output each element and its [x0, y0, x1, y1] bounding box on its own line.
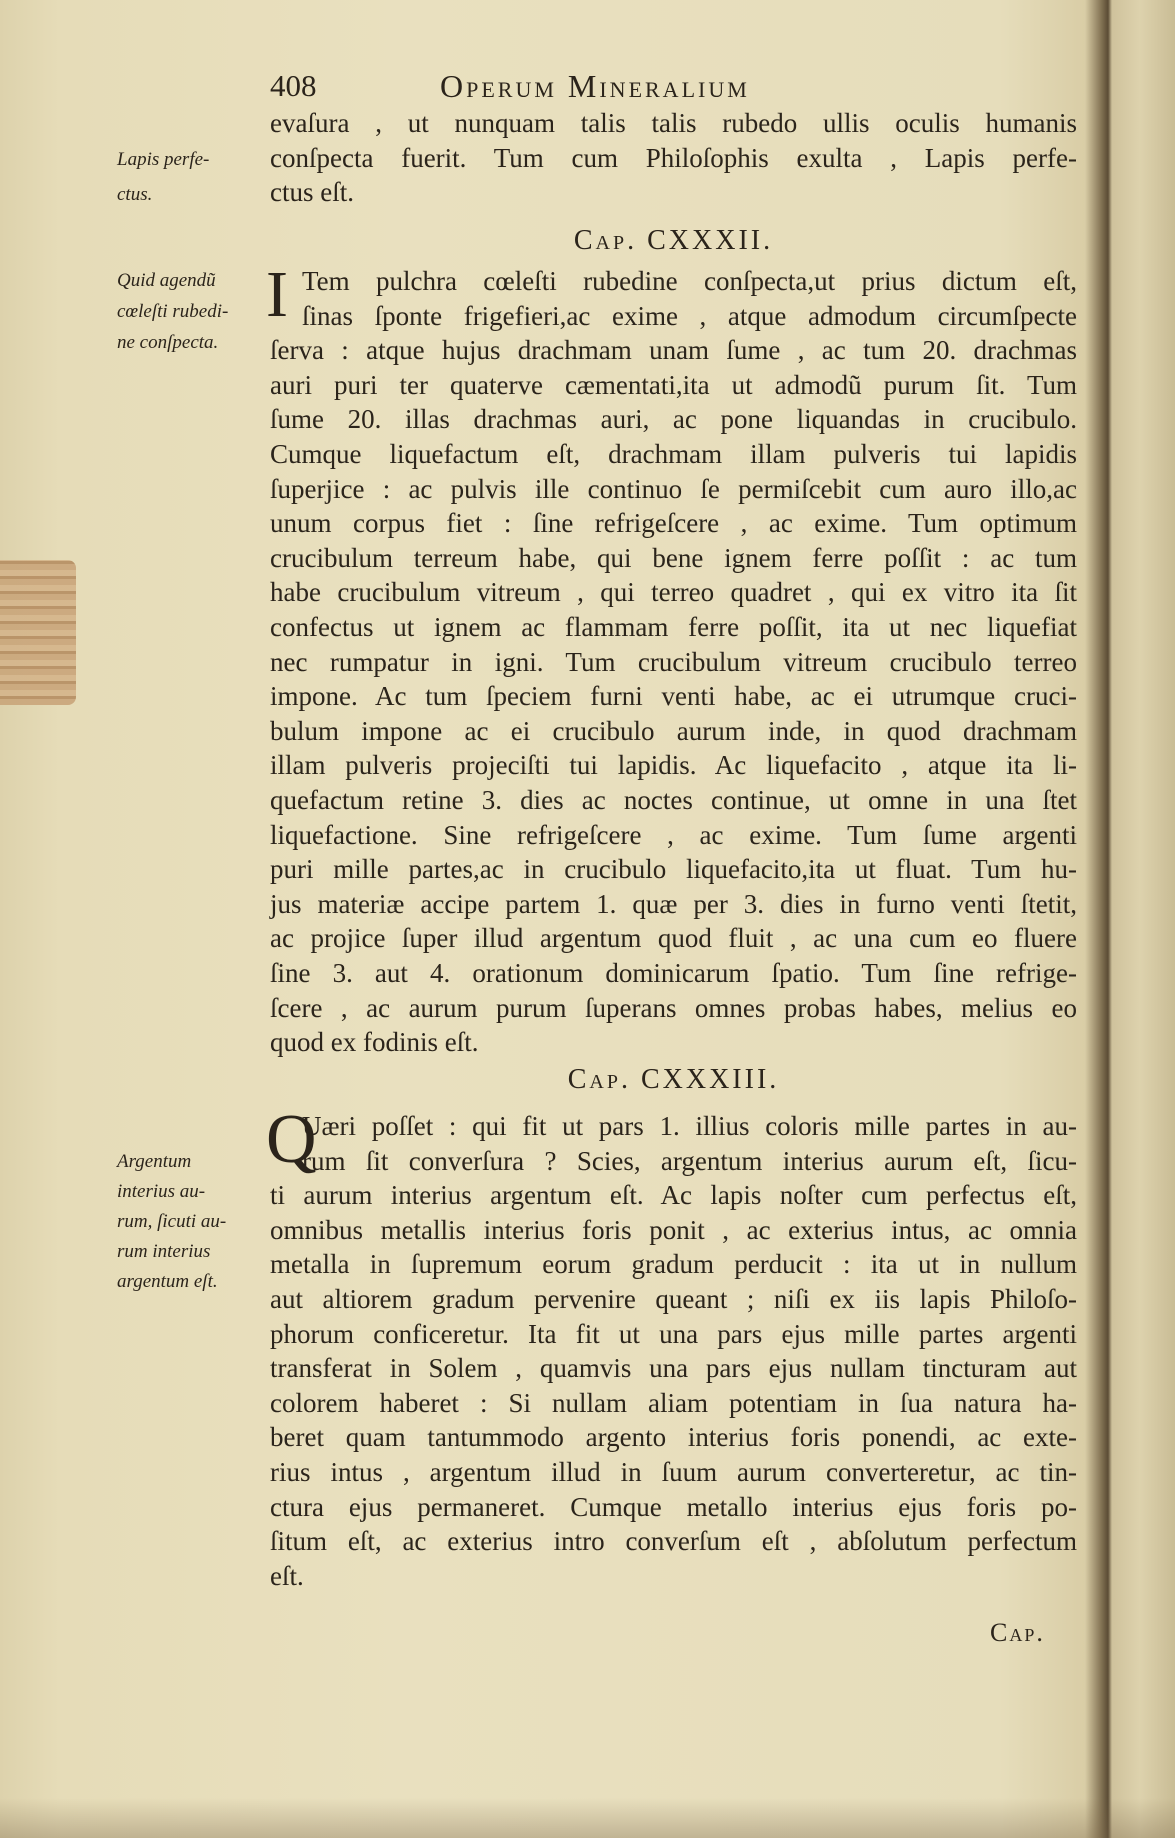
- text-line: ſuperjice : ac pulvis ille continuo ſe permiſcebit cum auro illo,ac: [270, 473, 1077, 504]
- text-line: evaſura , ut nunquam talis talis rubedo ullis oculis humanis: [270, 108, 1077, 138]
- running-title: Operum Mineralium: [440, 68, 750, 104]
- text-line: ctus eſt.: [270, 177, 354, 208]
- text-line: omnibus metallis interius foris ponit , ac exterius intus, ac omnia: [270, 1214, 1077, 1245]
- margin-note: cœleſti rubedi-: [117, 301, 229, 322]
- text-line: bulum impone ac ei crucibulo aurum inde, in quod drachmam: [270, 715, 1077, 746]
- text-line: ſcere , ac aurum purum ſuperans omnes probas habes, melius eo: [270, 992, 1077, 1023]
- text-line: jus materiæ accipe partem 1. quæ per 3. dies in furno venti ſtetit,: [270, 888, 1077, 919]
- text-line: unum corpus fiet : ſine refrigeſcere , ac exime. Tum optimum: [270, 508, 1077, 539]
- text-line: ſitum eſt, ac exterius intro converſum eſt , abſolutum perfectum: [270, 1526, 1077, 1557]
- text-line: habe crucibulum vitreum , qui terreo quadret , qui ex vitro ita ſit: [270, 577, 1077, 608]
- text-line: ctura ejus permaneret. Cumque metallo interius ejus foris po-: [270, 1491, 1077, 1522]
- text-line: auri puri ter quaterve cæmentati,ita ut admodũ purum ſit. Tum: [270, 369, 1077, 400]
- chapter-heading: Cap. CXXXII.: [573, 225, 774, 256]
- text-line: rius intus , argentum illud in ſuum aurum converteretur, ac tin-: [270, 1457, 1077, 1487]
- text-line: transferat in Solem , quamvis una pars ejus nullam tincturam aut: [270, 1353, 1077, 1384]
- text-line: metalla in ſupremum eorum gradum perducit : ita ut in nullum: [270, 1249, 1077, 1280]
- text-line: colorem haberet : Si nullam aliam potentiam in ſua natura ha-: [270, 1387, 1077, 1418]
- margin-note: argentum eſt.: [117, 1271, 218, 1292]
- text-line: ſerva : atque hujus drachmam unam ſume , ac tum 20. drachmas: [270, 335, 1077, 366]
- text-line: conſpecta fuerit. Tum cum Philoſophis exulta , Lapis perfe-: [270, 142, 1077, 173]
- text-line: Cumque liquefactum eſt, drachmam illam pulveris tui lapidis: [270, 439, 1077, 469]
- margin-note: Quid agendũ: [117, 270, 216, 291]
- text-line: eſt.: [270, 1560, 304, 1591]
- page-shadow: [0, 1798, 1175, 1838]
- text-line: ti aurum interius argentum eſt. Ac lapis noſter cum perfectus eſt,: [270, 1180, 1077, 1211]
- text-line: quefactum retine 3. dies ac noctes continue, ut omne in una ſtet: [270, 785, 1077, 815]
- text-line: impone. Ac tum ſpeciem furni venti habe, ac ei utrumque cruci-: [270, 681, 1077, 712]
- text-line: crucibulum terreum habe, qui bene ignem ferre poſſit : ac tum: [270, 542, 1077, 573]
- text-line: Uæri poſſet : qui fit ut pars 1. illius coloris mille partes in au-: [302, 1111, 1077, 1141]
- text-line: rum ſit converſura ? Scies, argentum interius aurum eſt, ſicu-: [302, 1145, 1077, 1176]
- drop-cap: I: [266, 258, 288, 331]
- margin-note: ne conſpecta.: [117, 332, 219, 353]
- margin-note: rum, ſicuti au-: [117, 1211, 227, 1232]
- margin-note: Argentum: [117, 1151, 192, 1172]
- running-header: [270, 68, 950, 108]
- text-line: phorum conficeretur. Ita fit ut una pars ejus mille partes argenti: [270, 1318, 1077, 1349]
- chapter-heading: Cap. CXXXIII.: [567, 1064, 780, 1095]
- text-line: Tem pulchra cœleſti rubedine conſpecta,ut prius dictum eſt,: [302, 266, 1077, 296]
- page-number: 408: [270, 68, 317, 103]
- text-line: ſinas ſponte frigefieri,ac exime , atque admodum circumſpecte: [302, 300, 1077, 331]
- text-line: quod ex fodinis eſt.: [270, 1027, 479, 1058]
- text-line: ſine 3. aut 4. orationum dominicarum ſpatio. Tum ſine refrige-: [270, 958, 1077, 988]
- margin-note: ctus.: [117, 184, 153, 205]
- text-line: nec rumpatur in igni. Tum crucibulum vitreum crucibulo terreo: [270, 646, 1077, 677]
- drop-cap: Q: [266, 1101, 317, 1178]
- margin-note: Lapis perfe-: [117, 149, 210, 170]
- margin-note: interius au-: [117, 1181, 206, 1202]
- text-line: puri mille partes,ac in crucibulo liquefacito,ita ut fluat. Tum hu-: [270, 854, 1077, 885]
- text-line: beret quam tantummodo argento interius foris ponendi, ac exte-: [270, 1422, 1077, 1453]
- text-line: ac projice ſuper illud argentum quod fluit , ac una cum eo fluere: [270, 923, 1077, 954]
- book-cradle-edge: [0, 560, 76, 705]
- text-line: illam pulveris projeciſti tui lapidis. Ac liquefacito , atque ita li-: [270, 750, 1077, 781]
- text-line: ſume 20. illas drachmas auri, ac pone liquandas in crucibulo.: [270, 404, 1077, 435]
- catchword: Cap.: [990, 1618, 1045, 1647]
- text-line: aut altiorem gradum pervenire queant ; niſi ex iis lapis Philoſo-: [270, 1284, 1077, 1314]
- text-line: liquefactione. Sine refrigeſcere , ac exime. Tum ſume argenti: [270, 819, 1077, 850]
- margin-note: rum interius: [117, 1241, 211, 1262]
- text-line: confectus ut ignem ac flammam ferre poſſit, ita ut nec liquefiat: [270, 612, 1077, 642]
